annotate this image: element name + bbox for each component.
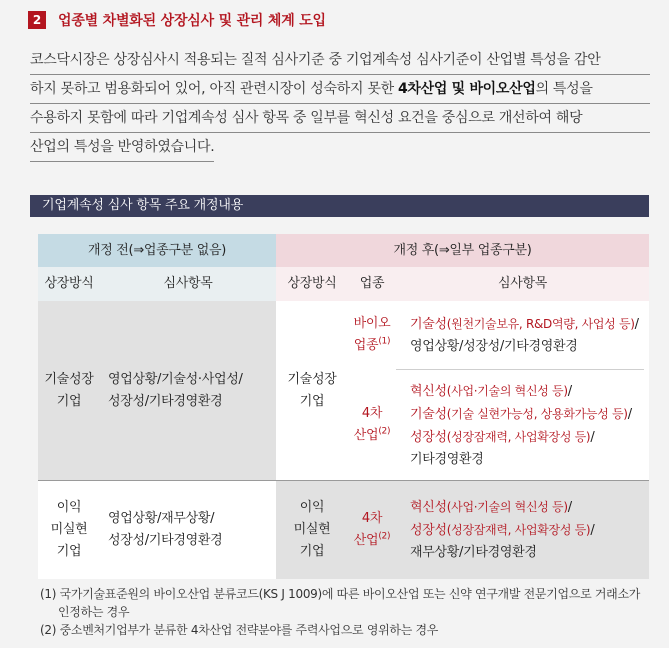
cell-text: / [567,383,572,399]
col-industry: 업종 [348,267,396,301]
cell-text: / [567,500,572,515]
footnote-1: (1) 국가기술표준원의 바이오산업 분류코드(KS J 1009)에 따른 바이오산업 또는 신약 연구개발 전문기업으로 거래소가 [40,587,641,601]
row2-items-before [100,481,276,579]
paragraph-line-4: 산업의 특성을 반영하였습니다. [30,133,214,162]
cell-text [354,425,390,447]
cell-text: 성장성/기타경영환경 [108,533,223,548]
paragraph-text: 의 특성을 [535,81,593,97]
row1-method-before [38,301,100,480]
cell-text: 기업 [299,393,325,409]
col-items-before: 심사항목 [100,267,276,301]
section-number-badge: 2 [28,11,46,29]
col-method-before: 상장방식 [38,267,100,301]
cell-text: 산업 [353,533,379,548]
cell-text: 업종 [353,338,379,353]
row1-4th-industry [348,370,396,480]
revision-table [38,234,649,579]
paragraph-line-1: 코스닥시장은 상장심사시 적용되는 질적 심사기준 중 기업계속성 심사기준이 산업별 특성을 감안 [30,46,650,75]
cell-text: (사업·기술의 혁신성 등) [446,500,568,514]
footnote-1-cont: 인정하는 경우 [58,605,130,619]
row1-items-before [100,301,276,480]
cell-text: 4차 [361,406,383,421]
cell-text: / [590,429,595,445]
cell-text: 성장성/기타경영환경 [108,393,223,409]
cell-text: / [590,523,595,538]
section-heading [28,9,326,31]
cell-text [354,530,390,552]
cell-text: (성장잠재력, 사업확장성 등) [446,429,591,444]
cell-text: 미실현 [50,522,88,537]
intro-paragraph [30,46,650,173]
cell-text: 재무상황/기타경영환경 [410,545,537,560]
cell-text: 영업상황/재무상황/ [108,511,215,526]
cell-text: 기술성 [410,406,447,422]
cell-text: 기업 [56,393,82,409]
row2-method-after [276,481,348,579]
footnotes [40,585,650,639]
cell-line [410,519,594,542]
cell-text: 이익 [56,500,82,515]
cell-text: 바이오 [353,316,391,331]
paragraph-line-3: 수용하지 못함에 따라 기업계속성 심사 항목 중 일부를 혁신성 요건을 중심으로 개선하여 해당 [30,104,650,133]
cell-text: (사업·기술의 혁신성 등) [446,383,568,398]
cell-text: 산업 [353,428,379,443]
table-title: 기업계속성 심사 항목 주요 개정내용 [30,195,649,217]
row2-items-after [396,481,649,579]
row2-method-before [38,481,100,579]
cell-text: (기술 실현가능성, 상용화가능성 등) [446,406,628,421]
cell-text: 성장성 [410,523,447,538]
cell-text: 영업상황/기술성·사업성/ [108,371,243,387]
cell-text: 기업 [299,544,325,559]
footnote-ref: (1) [378,336,391,347]
cell-text: 기타경영환경 [410,451,484,467]
col-method-after: 상장방식 [276,267,348,301]
cell-line [410,426,594,449]
cell-text: 성장성 [410,429,447,445]
footnote-ref: (2) [378,426,391,437]
cell-text: 기술성장 [44,371,94,387]
cell-text: / [627,406,632,422]
footnote-ref: (2) [378,531,391,542]
row1-4th-items [396,370,649,480]
row1-bio-industry [348,301,396,369]
cell-text: 영업상황/성장성/기타경영환경 [410,338,578,354]
row1-method-after [276,301,348,480]
header-before: 개정 전(⇒업종구분 없음) [38,234,276,267]
cell-text: 이익 [299,500,325,515]
cell-text: (성장잠재력, 사업확장성 등) [446,523,591,537]
paragraph-line-2 [30,75,650,104]
cell-text: 미실현 [293,522,331,537]
cell-text: 혁신성 [410,383,447,399]
cell-line [410,380,572,403]
cell-text: 기업 [56,544,82,559]
cell-text: 기술성 [410,316,447,332]
paragraph-text: 하지 못하고 범용화되어 있어, 아직 관련시장이 성숙하지 못한 [30,81,398,97]
section-title: 업종별 차별화된 상장심사 및 관리 체계 도입 [58,13,326,29]
cell-text [354,335,390,357]
cell-text: (원천기술보유, R&D역량, 사업성 등) [446,316,635,331]
cell-text: 4차 [361,511,383,526]
cell-text: 혁신성 [410,500,447,515]
paragraph-emphasis: 4차산업 및 바이오산업 [397,81,536,97]
cell-text: 기술성장 [287,371,337,387]
cell-text: / [634,316,639,332]
row2-industry [348,481,396,579]
cell-line [410,496,572,519]
row1-bio-items [396,301,649,369]
header-after: 개정 후(⇒일부 업종구분) [276,234,649,267]
cell-line [410,403,632,426]
footnote-2: (2) 중소벤처기업부가 분류한 4차산업 전략분야를 주력사업으로 영위하는 경우 [40,623,439,637]
cell-line [410,313,639,336]
col-items-after: 심사항목 [396,267,649,301]
